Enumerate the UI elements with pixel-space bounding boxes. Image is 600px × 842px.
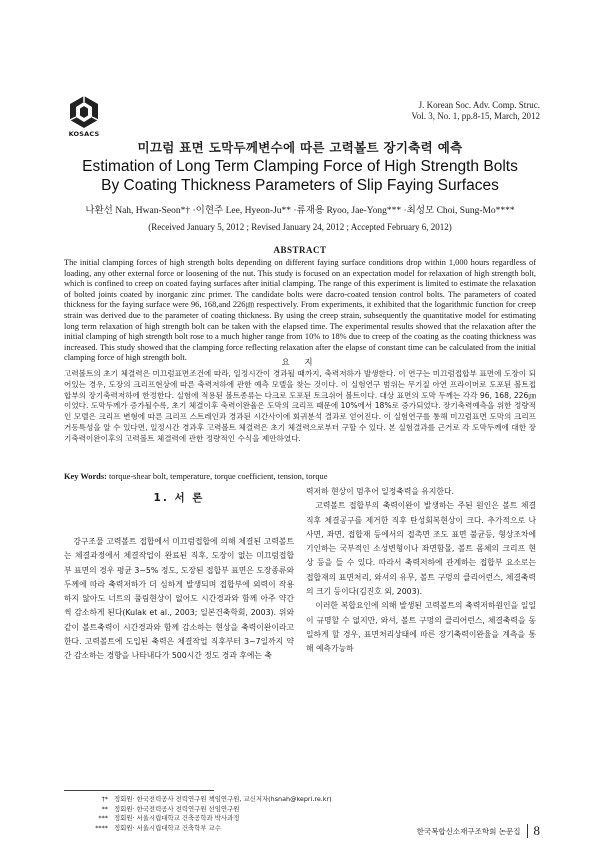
footnotes [86, 795, 332, 833]
title-korean: 미끄럼 표면 도막두께변수에 따른 고력볼트 장기축력 예측 [137, 140, 463, 155]
title-english [0, 157, 600, 195]
abstract-heading: ABSTRACT [273, 245, 327, 255]
intro-heading: 1. 서 론 [153, 492, 205, 504]
column-left [64, 535, 294, 664]
received-dates: (Received January 5, 2012 ; Revised January 24, 2012 ; Accepted February 6, 2012) [148, 222, 452, 232]
journal-volume: Vol. 3, No. 1, pp.8-15, March, 2012 [411, 111, 540, 121]
journal-info [411, 100, 540, 122]
kosacs-logo [62, 95, 106, 138]
footnote: *** 정회원· 서울시립대학교 건축공학과 박사과정 [98, 814, 240, 822]
journal-name: J. Korean Soc. Adv. Comp. Struc. [418, 100, 540, 110]
paragraph: 강구조물 고력볼트 접합에서 미끄럼접합에 의해 체결된 고력볼트는 체결과정에서 체결작업이 완료된 직후, 도장이 없는 미끄럼접합부 표면의 경우 평균 3~5% 정도, 도장된 접합부 표면은 도장종류와 두께에 따라 축력저하가 더 심하게 발생되며 접합부에 외력이 작용하지 않아도 너트의 풀림현상이 없어도 시간경과와 함께 아주 약간씩 감소하게 된다(Kulak et al., 2003; 일본건축학회, 2003). 위와 같이 볼트축력이 시간경과와 함께 감소하는 현상을 축력이완이라고 한다. 고력볼트에 도입된 축력은 체결작업 직후부터 3~7일까지 약간 감소하는 경향을 나타내다가 500시간 정도 경과 후에는 축 [64, 537, 294, 661]
abstract-text: The initial clamping forces of high strength bolts depending on different faying surface conditions drop within 1,000 hours regardless of loading, any other external force or loosening of the nut. This study is focused on an expectation model for relaxation of high strength bolt, which is confined to creep on coated faying surfaces after initial clamping. The range of this experiment is limited to estimate the relaxation of bolted joints coated by inorganic zinc primer. The candidate bolts were dacro-coated tension control bolts. The parameters of coated thickness for the faying surface were 96, 168,and 226㎛ respectively. From experiments, it exhibited that the logarithmic function for creep strain was derived due to the parameter of coating thickness. By using the creep strain, subsequently the quantitative model for estimating long term relaxation of high strength bolt can be taken with the elapsed time. The experimental results showed that the relaxation after the initial clamping of high strength bolt rose to a much higher range from 10% to 18% due to creep of the coating as the coating thickness was increased. This study showed that the clamping force reflecting relaxation after the elapse of constant time can be calculated from the initial clamping force of high strength bolt. [64, 258, 536, 363]
kosacs-emblem-icon [67, 95, 101, 129]
keywords-list: torque-shear bolt, temperature, torque coefficient, tension, torque [108, 472, 328, 481]
footnote: †* 정회원· 한국전력공사 전력연구원 책임연구원, 교신저자(hsnah@kepri.re.kr) [101, 795, 332, 803]
footnote: **** 정회원· 서울시립대학교 건축학부 교수 [95, 823, 221, 832]
keywords-label: Key Words: [64, 472, 107, 481]
keywords [64, 472, 536, 481]
paragraph: 력저하 현상이 멈추어 일정축력을 유지한다. [306, 487, 454, 496]
paragraph: 이러한 복합요인에 의해 발생된 고력볼트의 축력저하원인을 일일이 규명할 수 없지만, 와셔, 볼트 구멍의 클리어런스, 체결축력을 동일하게 할 경우, 표면처리상태에 따른 장기축력이완율을 계측을 통해 예측가능하 [306, 601, 536, 654]
title-english-line1: Estimation of Long Term Clamping Force of High Strength Bolts [82, 158, 518, 175]
yoyak-heading: 요 지 [281, 358, 319, 368]
footnote: ** 정회원· 한국전력공사 전력연구원 선임연구원 [101, 804, 240, 813]
footer-society: 한국복합신소재구조학회 논문집 [416, 826, 521, 836]
page-footer [417, 824, 540, 838]
page-number: 8 [527, 824, 541, 838]
authors: 나환선 Nah, Hwan-Seon*† ·이현주 Lee, Hyeon-Ju** ·류재용 Ryoo, Jae-Yong*** ·최성모 Choi, Sung-Mo**** [85, 206, 515, 216]
column-right [306, 485, 536, 657]
yoyak-text: 고력볼트의 초기 체결력은 미끄럼표면조건에 따라, 일정시간이 경과될 때까지, 축력저하가 발생한다. 이 연구는 미끄럼접합부 표면에 도장이 되어있는 경우, 도장의 크리프현상에 따른 축력저하에 관한 예측 모델을 찾는 것이다. 이 실험연구 범위는 무기질 아연 프라이머로 도포된 볼트접합부의 장기축력저하에 한정한다. 실험에 적용된 볼트종류는 다크로 도포된 토크쉬어 볼트이다. 대상 표면의 도막 두께는 각각 96, 168, 226㎛ 이었다. 도막두께가 증가될수록, 초기 체결이후 축력이완율은 도막의 크리프 때문에 10%에서 18%로 증가되었다. 장기축력예측을 위한 정량적인 모델은 크리프 변형에 따른 크리프 스트레인과 경과된 시간사이에 회귀분석 결과로 얻어진다. 이 실험연구를 통해 미끄럼표면 도막의 크리프 거동특성을 알 수 있다면, 일정시간 경과후 고력볼트 체결력은 초기 체결력으로부터 구할 수 있다. 본 실험결과를 근거로 각 도막두께에 대한 장기축력이완이후의 고력볼트 체결력에 관한 정량적인 수식을 제안하였다. [64, 369, 536, 443]
title-english-line2: By Coating Thickness Parameters of Slip Faying Surfaces [101, 177, 499, 194]
footnote-divider [64, 790, 214, 791]
logo-text: KOSACS [68, 130, 100, 138]
paragraph: 고력볼트 접합부의 축력이완이 발생하는 주된 원인은 볼트 체결직후 체결공구를 제거한 직후 탄성회복현상이 크다. 추가적으로 나사면, 좌면, 접합재 등에서의 접촉면 조도 표면 불균등, 형상조차에 기인하는 국부적인 소성변형이나 좌면함몰, 볼트 몸체의 크리프 현상 등을 들 수 있다. 따라서 축력저하에 관계하는 접합부 요소로는 접합재의 표면처리, 와셔의 유무, 볼트 구멍의 클리어런스, 체결축력의 크기 등이다(김진호 외, 2003). [306, 501, 536, 597]
